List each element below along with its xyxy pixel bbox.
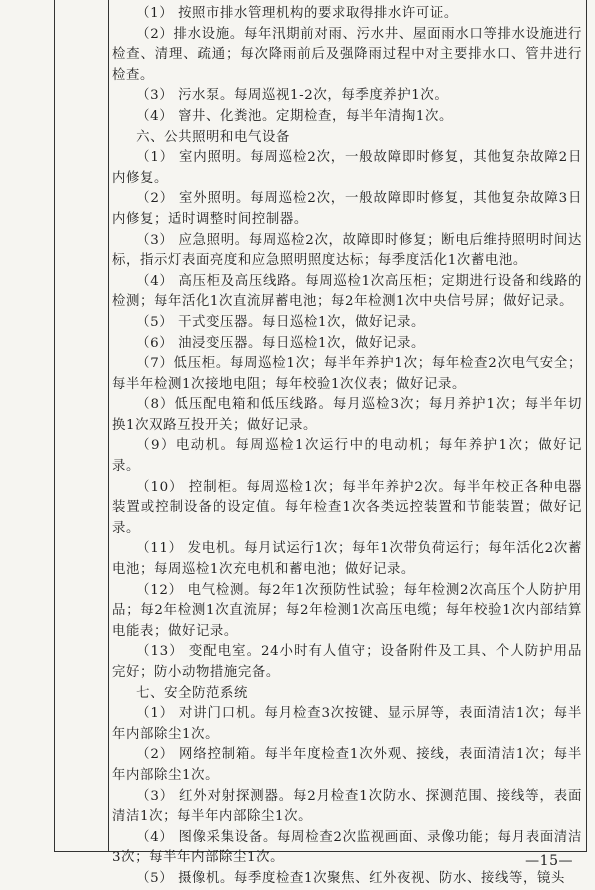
paragraph: （1） 按照市排水管理机构的要求取得排水许可证。 <box>136 6 458 21</box>
paragraph: （1） 对讲门口机。每月检查3次按键、显示屏等，表面清洁1次；每半年内部除尘1次。 <box>112 706 582 742</box>
paragraph: （3） 红外对射探测器。每2月检查1次防水、探测范围、接线等，表面清洁1次；每半年内部除尘1次。 <box>112 788 582 825</box>
paragraph: （5） 摄像机。每季度检查1次聚焦、红外夜视、防水、接线等，镜头 <box>136 870 565 886</box>
paragraph: （3） 应急照明。每周巡检2次，故障即时修复；断电后维持照明时间达标，指示灯表面亮度和应急照明照度达标；每季度活化1次蓄电池。 <box>112 232 582 269</box>
section-heading: 七、安全防范系统 <box>136 685 249 701</box>
paragraph: （11） 发电机。每月试运行1次；每年1次带负荷运行；每年活化2次蓄电池；每周巡检1次充电机和蓄电池；做好记录。 <box>112 541 582 578</box>
section-heading: 六、公共照明和电气设备 <box>136 129 291 145</box>
paragraph: （13） 变配电室。24小时有人值守；设备附件及工具、个人防护用品完好；防小动物措施完备。 <box>112 644 582 680</box>
paragraph: （2）排水设施。每年汛期前对雨、污水井、屋面雨水口等排水设施进行检查、清理、疏通；每次降雨前后及强降雨过程中对主要排水口、管井进行检查。 <box>112 26 582 83</box>
paragraph: （6） 油浸变压器。每日巡检1次，做好记录。 <box>136 335 426 351</box>
paragraph: （2） 室外照明。每周巡检2次，一般故障即时修复，其他复杂故障3日内修复；适时调整时间控制器。 <box>112 191 582 227</box>
page-number: —15— <box>525 853 573 869</box>
paragraph: （3） 污水泵。每周巡视1-2次，每季度养护1次。 <box>136 88 449 104</box>
paragraph: （4） 高压柜及高压线路。每周巡检1次高压柜；定期进行设备和线路的检测；每年活化1次直流屏蓄电池；每2年检测1次中央信号屏；做好记录。 <box>112 273 582 310</box>
paragraph: （9）电动机。每周巡检1次运行中的电动机；每年养护1次；做好记录。 <box>112 438 582 475</box>
paragraph: （5） 干式变压器。每日巡检1次，做好记录。 <box>136 314 426 330</box>
paragraph: （4） 窨井、化粪池。定期检查，每半年清掏1次。 <box>136 108 454 124</box>
paragraph: （8）低压配电箱和低压线路。每月巡检3次；每月养护1次；每半年切换1次双路互投开关；做好记录。 <box>112 397 582 433</box>
content-cell <box>112 4 582 890</box>
paragraph: （7）低压柜。每周巡检1次；每半年养护1次；每年检查2次电气安全；每半年检测1次接地电阻；每年校验1次仪表；做好记录。 <box>112 356 582 392</box>
paragraph: （10） 控制柜。每周巡检1次；每半年养护2次。每半年校正各种电器装置或控制设备的设定值。每年检查1次各类远控装置和节能装置；做好记录。 <box>112 479 582 536</box>
paragraph: （1） 室内照明。每周巡检2次，一般故障即时修复，其他复杂故障2日内修复。 <box>112 150 582 186</box>
column-divider <box>108 0 109 852</box>
paragraph: （4） 图像采集设备。每周检查2次监视画面、录像功能；每月表面清洁3次；每半年内部除尘1次。 <box>112 829 582 866</box>
paragraph: （2） 网络控制箱。每半年度检查1次外观、接线，表面清洁1次；每半年内部除尘1次。 <box>112 747 582 783</box>
paragraph: （12） 电气检测。每2年1次预防性试验；每年检测2次高压个人防护用品；每2年检测1次直流屏；每2年检测1次高压电缆；每年校验1次内部结算电能表；做好记录。 <box>112 582 582 639</box>
